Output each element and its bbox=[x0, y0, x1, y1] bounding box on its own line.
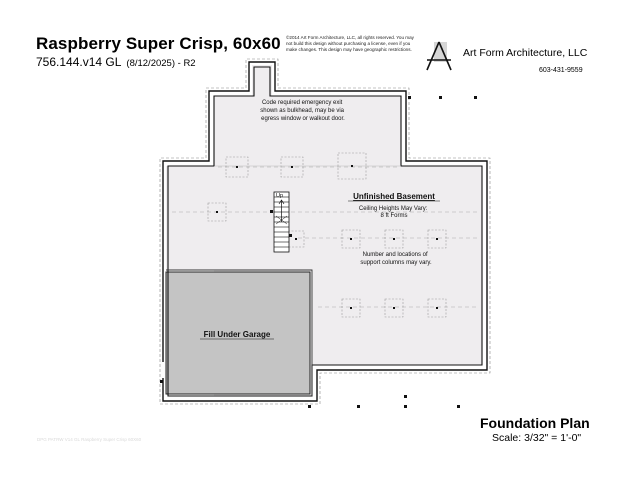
copyright-line: ©2014 Art Form Architecture, LLC, all rights reserved. You may bbox=[286, 35, 414, 40]
plan-code: 756.144.v14 GL bbox=[36, 55, 122, 69]
plan-revision-date: (8/12/2025) - R2 bbox=[126, 58, 196, 69]
egress-note-line: Code required emergency exit bbox=[261, 100, 343, 106]
plan-title-heading: Raspberry Super Crisp, 60x60 bbox=[36, 34, 281, 53]
company-phone: 603-431-9559 bbox=[539, 67, 583, 74]
egress-note-line: shown as bulkhead, may be via bbox=[260, 108, 345, 114]
drawing-scale: Scale: 3/32" = 1'-0" bbox=[492, 432, 582, 444]
file-reference-note: DPG PATRW V14 GL Raspberry Super Crisp 60X60 bbox=[37, 437, 142, 442]
ceiling-note-line: 8 ft Forms bbox=[380, 213, 408, 219]
ceiling-note-line: Ceiling Heights May Vary: bbox=[358, 206, 428, 212]
copyright-line: make changes. This design may have geographic restrictions. bbox=[286, 47, 412, 53]
stair-up-label: Up bbox=[276, 193, 284, 199]
drawing-title: Foundation Plan bbox=[480, 415, 590, 431]
garage-label: Fill Under Garage bbox=[203, 330, 271, 339]
columns-note-line: Number and locations of bbox=[362, 252, 428, 258]
egress-note bbox=[260, 100, 345, 122]
egress-note-line: egress window or walkout door. bbox=[261, 116, 345, 122]
columns-note-line: support columns may vary. bbox=[360, 260, 432, 266]
copyright-line: not build this design without purchasing a license, even if you bbox=[286, 41, 411, 47]
company-name: Art Form Architecture, LLC bbox=[463, 47, 588, 59]
room-name-label: Unfinished Basement bbox=[353, 192, 435, 201]
